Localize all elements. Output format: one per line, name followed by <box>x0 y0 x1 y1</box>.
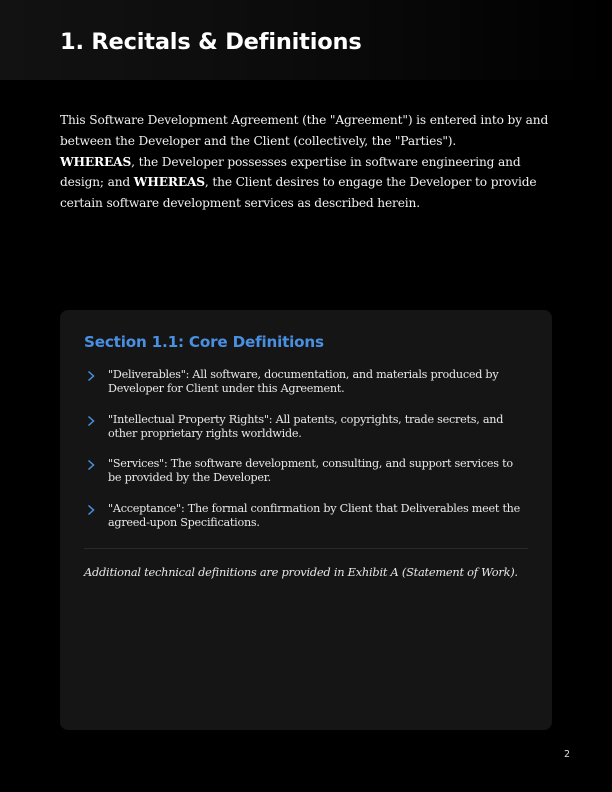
definition-text: "Services": The software development, consulting, and support services to be provided by the Developer. <box>108 457 513 485</box>
list-item <box>84 368 528 397</box>
recitals-intro-line: This Software Development Agreement (the "Agreement") is entered into by and between the Developer and the Client (collectively, the "Parties"). <box>60 113 549 148</box>
whereas-clauses <box>60 152 552 214</box>
divider <box>84 548 528 549</box>
chevron-right-icon <box>86 459 96 471</box>
section-title: Section 1.1: Core Definitions <box>84 333 324 351</box>
definition-text: "Intellectual Property Rights": All patents, copyrights, trade secrets, and other proprietary rights worldwide. <box>108 412 504 440</box>
whereas-label: WHEREAS <box>60 154 132 169</box>
page-title: 1. Recitals & Definitions <box>60 29 362 55</box>
exhibit-note: Additional technical definitions are provided in Exhibit A (Statement of Work). <box>84 565 518 579</box>
list-item <box>84 413 528 442</box>
chevron-right-icon <box>86 415 96 427</box>
list-item <box>84 502 528 531</box>
whereas-label: WHEREAS <box>133 175 205 190</box>
definitions-list <box>84 368 528 546</box>
whereas-text: , the Client desires to engage the Developer to provide certain software development services as described herein. <box>60 175 537 211</box>
whereas-text: , the Developer possesses expertise in software engineering and design; and <box>60 154 521 190</box>
page-number: 2 <box>563 749 571 760</box>
definition-text: "Acceptance": The formal confirmation by Client that Deliverables meet the agreed-upon Specifications. <box>108 501 521 530</box>
chevron-right-icon <box>86 370 96 382</box>
list-item <box>84 457 528 486</box>
core-definitions-card <box>60 310 552 730</box>
chevron-right-icon <box>86 504 96 516</box>
definition-text: "Deliverables": All software, documentation, and materials produced by Developer for Client under this Agreement. <box>108 368 499 396</box>
recitals-paragraph <box>60 110 552 214</box>
page-header <box>0 0 612 80</box>
